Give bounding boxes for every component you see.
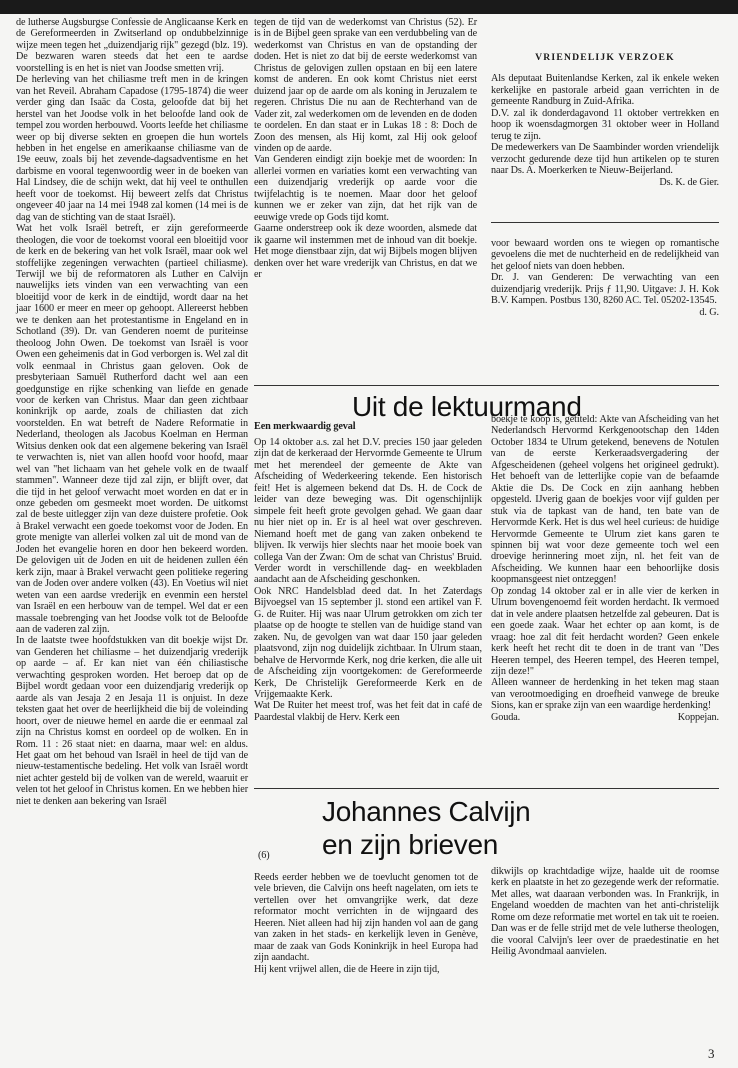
section-title: Uit de lektuurmand (352, 391, 582, 422)
section-title: Johannes Calvijn (322, 796, 531, 827)
column-left (16, 17, 248, 807)
paragraph: boekje te koop is, getiteld: Akte van Afscheiding van het Nederlandsch Hervormd Kerkgenootschap den 14den October 1834 te Ulrum getekend, benevens de Notulen van de eerste Kerkeraadsvergadering der Afgescheidenen (geheel volgens het origineel gedrukt). Het behoeft van de letterlijke copie van de befaamde Aktie die Ds. De Cock en zijn aanhang hebben opgesteld. IJverig gaan de boekjes voor vijf gulden per stuk via de tapkast van de hand, ten bate van de Hervormde Kerk. Het is dus wel heel curieus: de huidige Hervormde Gemeente te Ulrum ziet kans garen te spinnen bij wat voor deze gemeente toch wel een droevige herinnering moet zijn, nl. het feit van de Afscheiding. We kunnen haar een behoorlijke dosis koopmansgeest niet ontzeggen! (491, 414, 719, 586)
lektuur-column-1 (254, 437, 482, 723)
paragraph: tegen de tijd van de wederkomst van Christus (52). Er is in de Bijbel geen sprake van een verdubbeling van de wederkomst van Christus en van de opstanding der doden. Het is niet zo dat bij de eerste wederkomst van Christus de gelovigen zullen opstaan en bij een latere komst de anderen. En ook komt Christus niet eerst duizend jaar op de aarde om als koning in Jeruzalem te regeren. Christus Die nu aan de Rechterhand van de Vader zit, zal wederkomen om de levenden en de doden te oordelen. En dan staat er in Lukas 18 : 8: Doch de Zoon des mensen, als Hij komt, zal Hij ook geloof vinden op de aarde. (254, 17, 477, 154)
paragraph: de lutherse Augsburgse Confessie de Anglicaanse Kerk en de Gereformeerden in Zwitserland op ondubbelzinnige wijze meen tegen het „duizendjarig rijk" gezegd (blz. 19). De bezwaren waren steeds dat het een te aardse voorstelling is en het is niet van Joodse smetten vrij. (16, 17, 248, 74)
paragraph: Ook NRC Handelsblad deed dat. In het Zaterdags Bijvoegsel van 15 september jl. stond een artikel van F. G. de Ruiter. Hij was naar Ulrum getrokken om zich ter plaatse op de hoogte te stellen van de huidige stand van zaken. Nu, de gevolgen van wat daar 150 jaar geleden plaatsvond, zijn nog duidelijk zichtbaar. In Ulrum staan, behalve de Hervormde Kerk, nog drie kerken, die alle uit de Afscheiding zijn voortgekomen: de Gereformeerde Kerk, De Christelijk Gereformeerde Kerk en de Vrijgemaakte Kerk. (254, 585, 482, 700)
section-subtitle: Een merkwaardig geval (254, 421, 356, 432)
paragraph: Dr. J. van Genderen: De verwachting van een duizendjarig vrederijk. Prijs ƒ 11,90. Uitgave: J. H. Kok B.V. Kampen. Postbus 130, 8260 AC. Tel. 05202-13545. (491, 272, 719, 307)
paragraph: Wat De Ruiter het meest trof, was het feit dat in café de Paardestal vlakbij de Herv. Kerk een (254, 700, 482, 723)
divider (254, 788, 719, 789)
place: Gouda. (491, 711, 521, 723)
paragraph: dikwijls op krachtdadige wijze, haalde uit de roomse kerk en plaatste in het zo gezegende werk der reformatie. Met alles, wat daaraan verbonden was. In Frankrijk, in Engeland woedden de machten van het anti-christelijk Rome om deze reformatie met wortel en tak uit te roeien. Dan was er de felle strijd met de vele lutherse theologen, die vooral Calvijn's leer over de praedestinatie en het Heilig Avondmaal aanvielen. (491, 866, 719, 958)
column-right-top (491, 52, 719, 188)
review-continuation (491, 238, 719, 318)
paragraph: Op 14 oktober a.s. zal het D.V. precies 150 jaar geleden zijn dat de kerkeraad der Hervormde Gemeente te Ulrum met het merendeel der gemeente de Akte van Afscheiding of Wederkeering tekende. Een historisch feit! Het is algemeen bekend dat Ds. H. de Cock de leider van deze beweging was. Dit ogenschijnlijk simpele feit heeft grote gevolgen gehad. We gaan daar nu hier niet op in. Er is al heel wat over geschreven. Niemand hoeft met de gang van zaken onbekend te blijven. Ik verwijs hier slechts naar het mooie boek van collega Van der Zwan: Om de schat van Christus' Bruid. Verder wordt in verschillende dag- en weekbladen aandacht aan de Afscheiding geschonken. (254, 437, 482, 586)
signature-line (491, 712, 719, 723)
paragraph: Als deputaat Buitenlandse Kerken, zal ik enkele weken kerkelijke en pastorale arbeid gaan verrichten in de gemeente Randburg in Zuid-Afrika. (491, 73, 719, 108)
signature: Ds. K. de Gier. (659, 176, 719, 188)
notice-title: VRIENDELIJK VERZOEK (535, 52, 675, 63)
author: Koppejan. (677, 711, 719, 723)
paragraph: Op zondag 14 oktober zal er in alle vier de kerken in Ulrum bovengenoemd feit worden herdacht. Ik vermoed dat in vele andere plaatsen hetzelfde zal gebeuren. Dat is een goede zaak. Waar het echter op aan komt, is de vraag: hoe zal dit feit herdacht worden? Geen enkele kerk heeft het recht dit te doen in de trant van "Des Heeren tempel, des Heeren tempel, des Heeren tempel, zijn deze!" (491, 585, 719, 677)
page-number: 3 (708, 1046, 715, 1061)
calvijn-column-2 (491, 866, 719, 958)
divider (491, 222, 719, 223)
paragraph: De herleving van het chiliasme treft men in de kringen van het Reveil. Abraham Capadose (1795-1874) die weer verder ging dan Isaäc da Costa, geloofde dat bij het herstel van het Joodse volk in het beloofde land ook de tempel zou worden herbouwd. Voorts leefde het chiliasme weer op bij diverse sekten en groepen die hun wortels hebben in het engelse en amerikaanse chiliasme van de 19e eeuw, zoals bij het zevende-dagsadventisme en het darbisme en vooral tegenwoordig weer in de boeken van Hal Lindsey, die de schijn wekt, dat hij veel te onthullen heeft voor de toekomst. Hij beweert zelfs dat Christus ongeveer 40 jaar na 14 mei 1948 zal komen (14 mei is de dag van de stichting van de staat Israël). (16, 74, 248, 223)
top-border (0, 0, 738, 14)
paragraph: Alleen wanneer de herdenking in het teken mag staan van verootmoediging en droefheid vanwege de breuke Sions, kan er sprake zijn van een waardige herdenking! (491, 677, 719, 712)
column-middle-top (254, 17, 477, 280)
calvijn-column-1 (254, 872, 478, 975)
lektuur-column-2 (491, 414, 719, 723)
paragraph: voor bewaard worden ons te wiegen op romantische gevoelens die met de nuchterheid en de redelijkheid van het geloof niets van doen hebben. (491, 238, 719, 272)
paragraph: Wat het volk Israël betreft, er zijn gereformeerde theologen, die voor de toekomst vooral een bloeitijd voor de kerk en de bekering van het volk Israël, maar ook wel stoffelijke zegeningen verwachten (partieel chiliasme). Terwijl we bij de reformatoren als Luther en Calvijn nauwelijks iets vinden van een verwachting van een bloeitijd voor de kerk in de eindtijd, wordt daar na het jaar 1600 er meer en meer op gehoopt. Allereerst hebben we te denken aan het protestantisme in Engeland en in Schotland (39). Dr. van Genderen noemt de puriteinse theoloog John Owen. De toekomst van Israël is voor Owen een geheimenis dat in God verborgen is. Wel zal dit volk eenmaal in Christus gaan geloven. Ook de presbyteriaan Samuël Rutherford dacht wel aan een goedgunstige en rijke schenking van liefde en genade voor de kerken van Christus. Maar dan geen zichtbaar koninkrijk op aarde, zoals de chiliasten dat zich voorstelden. En wat betreft de Nadere Reformatie in Nederland, theologen als Jacobus Koelman en Herman Witsius denken ook dat een algemene bekering van Israël te verwachten is, niet van allen hoofd voor hoofd, maar wel van "het lichaam van het gehele volk en de twaalf stammen". Wanneer deze tijd zal zijn, er blijft over, dat die tijd in het geloof verwacht moet worden en dat er in onze gebeden om gesmeekt moet worden. De uitkomst zal de beste uitlegger zijn van deze duistere profetie. Ook à Brakel verwacht een goede toekomst voor de Joden. En grote menigte van allerlei volken zal uit de mond van de Joden het evangelie horen en door hen bekeerd worden. De gelovigen uit de Joden en uit de heidenen zullen één kerk zijn, maar à Brakel verwacht geen politieke regering van de Joden over andere volken (43). En Voetius wil niet weten van een aardse vrederijk en evenmin een herstel van Israël en een herbouw van de tempel. Wel dat er een massale toebrenging van het Joodse volk tot de Beloofde aan de vaderen zal zijn. (16, 223, 248, 636)
section-title: en zijn brieven (322, 829, 499, 860)
paragraph: Reeds eerder hebben we de toevlucht genomen tot de vele brieven, die Calvijn ons heeft nagelaten, om iets te vertellen over het omvangrijke werk, dat deze reformator mocht verrichten in de wijngaard des Heeren. Niet alleen had hij zijn handen vol aan de gang van zaken in het stads- en kerkelijk leven in Genève, maar de zaak van Gods Koninkrijk in heel Europa had zijn aandacht. Hij kent vrijwel allen, die de Heere in zijn tijd, (254, 872, 478, 975)
paragraph: D.V. zal ik donderdagavond 11 oktober vertrekken en hoop ik woensdagmorgen 31 oktober weer in Holland terug te zijn. (491, 107, 719, 142)
paragraph: De medewerkers van De Saambinder worden vriendelijk verzocht gedurende deze tijd hun artikelen op te sturen naar Ds. A. Moerkerken te Nieuw-Beijerland. (491, 142, 719, 177)
paragraph: In de laatste twee hoofdstukken van dit boekje wijst Dr. van Genderen het chiliasme – het duizendjarig vrederijk op aarde – af. Er kan niet van één chiliastische verwachting gesproken worden. Het beroep dat op de Bijbel wordt gedaan voor een duizendjarig vrederijk op aarde als van Jesaja 2 en Jesaja 11 is onjuist. In deze teksten gaat het over de heerlijkheid die bij de voleinding hoort, over de nieuwe hemel en aarde die er eenmaal zal zijn na Christus komst en oordeel op de wolken. En in Rom. 11 : 26 staat niet: en daarna, maar wel: en aldus. Het gaat om het behoud van Israël in heel de tijd van de nieuw-testamentische bedeling. Het volk van Israël wordt niet achter gesteld bij de volken van de wereld, waaruit er velen tot het geloof in Christus komen. En we hebben hier niet te denken aan bekering van Israël (16, 635, 248, 807)
part-number: (6) (258, 850, 270, 861)
divider (254, 385, 719, 386)
paragraph: Van Genderen eindigt zijn boekje met de woorden: In allerlei vormen en variaties komt een verwachting van een duizendjarig vrederijk op aarde voor die twijfelachtig is te noemen. Maar door het geloof kunnen we er zeker van zijn, dat het rijk van de eeuwige vrede op Gods tijd komt. (254, 154, 477, 223)
signature: d. G. (699, 306, 719, 318)
paragraph: Gaarne onderstreep ook ik deze woorden, alsmede dat ik gaarne wil instemmen met de inhoud van dit boekje. Het moge dienstbaar zijn, dat wij Bijbels mogen blijven denken over het ware vrederijk van Christus, en dat we er (254, 223, 477, 280)
